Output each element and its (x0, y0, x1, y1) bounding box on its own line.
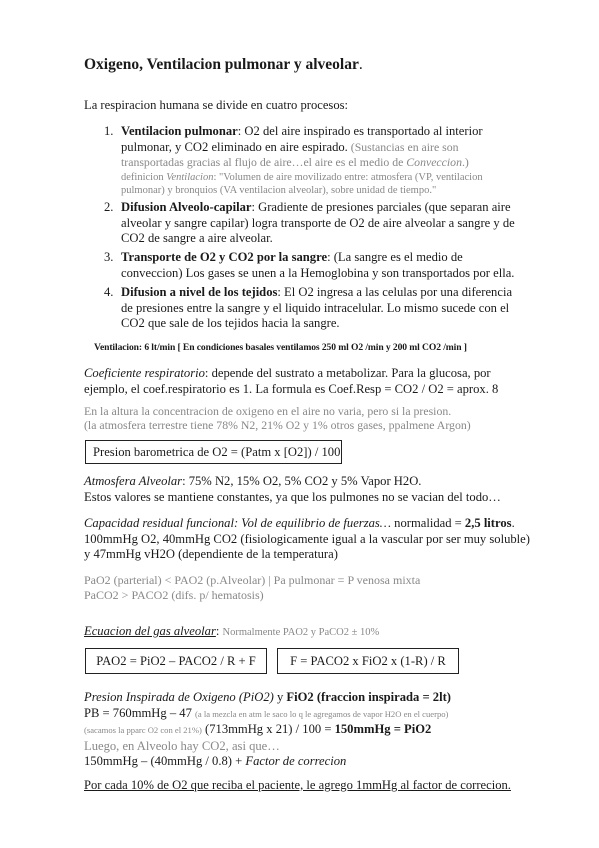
capacidad-line: y 47mmHg vH2O (dependiente de la temperatura) (84, 547, 338, 561)
sacamos-note: (sacamos la pparc O2 con el 21%) (84, 725, 202, 735)
ecuacion-label: Ecuacion del gas alveolar (84, 624, 216, 638)
list-number: 1. (104, 124, 114, 138)
list-text: : O2 del aire inspirado es transportado al interior pulmonar, y CO2 eliminado en aire espirado. (121, 124, 483, 154)
piO2-connector: y (273, 690, 287, 704)
piO2-label: Presion Inspirada de Oxigeno (PiO2) (84, 690, 274, 704)
final-formula: 150mmHg – (40mmHg / 0.8) + (84, 754, 246, 768)
pb-formula: PB = 760mmHg – 47 (84, 705, 196, 720)
altura-paragraph (84, 404, 471, 432)
list-number: 2. (104, 200, 114, 214)
capacidad-value: 2,5 litros (464, 516, 512, 530)
list-number: 4. (104, 285, 114, 299)
atmosfera-paragraph (84, 474, 501, 505)
pao2-line: PaO2 (parterial) < PAO2 (p.Alveolar) | Pa pulmonar = P venosa mixta (84, 573, 421, 587)
list-text: : Gradiente de presiones parciales (que separan aire alveolar y sangre capilar) logra transporte de O2 de aire alveolar a sangre y de CO2 de sangre a aire alveolar. (121, 200, 515, 245)
calc-formula: (713mmHg x 21) / 100 = (201, 722, 335, 736)
capacidad-line: 100mmHg O2, 40mmHg CO2 (fisiologicamente igual a la vascular por ser muy soluble) (84, 531, 530, 546)
presion-barometrica-formula: Presion barometrica de O2 = (Patm x [O2]) / 100 (93, 445, 341, 459)
footer-note: Por cada 10% de O2 que reciba el paciente, le agrego 1mmHg al factor de correcion. (84, 778, 511, 792)
list-text: : (La sangre es el medio de conveccion) Los gases se unen a la Hemoglobina y son transportados por ella. (121, 250, 515, 280)
pao2-equation: PAO2 = PiO2 – PACO2 / R + F (96, 654, 256, 668)
atmosfera-label: Atmosfera Alveolar (84, 474, 183, 488)
presion-inspirada-paragraph (84, 690, 451, 770)
list-heading: Ventilacion pulmonar (121, 124, 238, 138)
ecuacion-colon: : (215, 624, 223, 638)
coeficiente-label: Coeficiente respiratorio (84, 366, 205, 380)
definition-prefix: definicion (121, 171, 167, 183)
ecuacion-note: Normalmente PAO2 y PaCO2 ± 10% (222, 627, 380, 638)
capacidad-dot: . (511, 516, 515, 530)
title-dot: . (358, 56, 363, 73)
coeficiente-text: : depende del sustrato a metabolizar. Para la glucosa, por ejemplo, el coef.respiratorio es 1. La formula es Coef.Resp = CO2 / O2 = aprox. 8 (84, 366, 499, 396)
f-equation: F = PACO2 x FiO2 x (1-R) / R (290, 654, 446, 668)
definition-term: Ventilacion (166, 171, 214, 183)
fio2-label: FiO2 (fraccion inspirada = 2lt) (286, 690, 451, 704)
ecuacion-heading (84, 624, 379, 641)
ventilacion-note: Ventilacion: 6 lt/min [ En condiciones basales ventilamos 250 ml O2 /min y 200 ml CO2 /min ] (94, 342, 467, 353)
list-heading: Difusion a nivel de los tejidos (121, 285, 278, 299)
pao2-paragraph (84, 573, 420, 603)
capacidad-label: Capacidad residual funcional: Vol de equilibrio de fuerzas… (84, 516, 392, 530)
list-heading: Difusion Alveolo-capilar (121, 200, 252, 214)
list-note-italic: Conveccion (406, 155, 462, 169)
list-text: : El O2 ingresa a las celulas por una diferencia de presiones entre la sangre y el liquido intracelular. Lo mismo sucede con el CO2 que sale de los tejidos hacia la sangre. (121, 285, 513, 330)
capacidad-norm: normalidad = (391, 516, 465, 530)
page-title (84, 56, 363, 74)
list-note: (Sustancias en aire son transportadas gracias al flujo de aire…el aire es el medio de (121, 139, 459, 169)
atmosfera-line: Estos valores se mantiene constantes, ya que los pulmones no se vacian del todo… (84, 489, 501, 504)
capacidad-paragraph (84, 516, 530, 563)
altura-line: En la altura la concentracion de oxigeno en el aire no varia, pero si la presion. (84, 404, 452, 418)
list-number: 3. (104, 250, 114, 264)
intro-text: La respiracion humana se divide en cuatro procesos: (84, 98, 349, 112)
pb-note: (a la mezcla en atm le saco lo q le agregamos de vapor H2O en el cuerpo) (195, 708, 449, 719)
presion-barometrica-box (85, 440, 342, 464)
calc-result: 150mmHg = PiO2 (334, 722, 432, 736)
title-text: Oxigeno, Ventilacion pulmonar y alveolar (84, 56, 359, 73)
luego-line: Luego, en Alveolo hay CO2, asi que… (84, 738, 280, 753)
definition-text: : "Volumen de aire movilizado entre: atmosfera (VP, ventilacion pulmonar) y bronquios (VA ventilacion alveolar), sobre unidad de tiempo." (121, 171, 483, 196)
list-note-end: .) (461, 155, 469, 169)
list-heading: Transporte de O2 y CO2 por la sangre (121, 250, 328, 264)
atmosfera-text: : 75% N2, 15% O2, 5% CO2 y 5% Vapor H2O. (182, 474, 422, 488)
pao2-equation-box (85, 648, 267, 674)
altura-line: (la atmosfera terrestre tiene 78% N2, 21% O2 y 1% otros gases, ppalmene Argon) (84, 418, 471, 432)
factor-correcion: Factor de correcion (245, 754, 347, 768)
coeficiente-paragraph (84, 366, 514, 397)
f-equation-box (277, 648, 459, 674)
pao2-line: PaCO2 > PACO2 (difs. p/ hematosis) (84, 588, 264, 602)
